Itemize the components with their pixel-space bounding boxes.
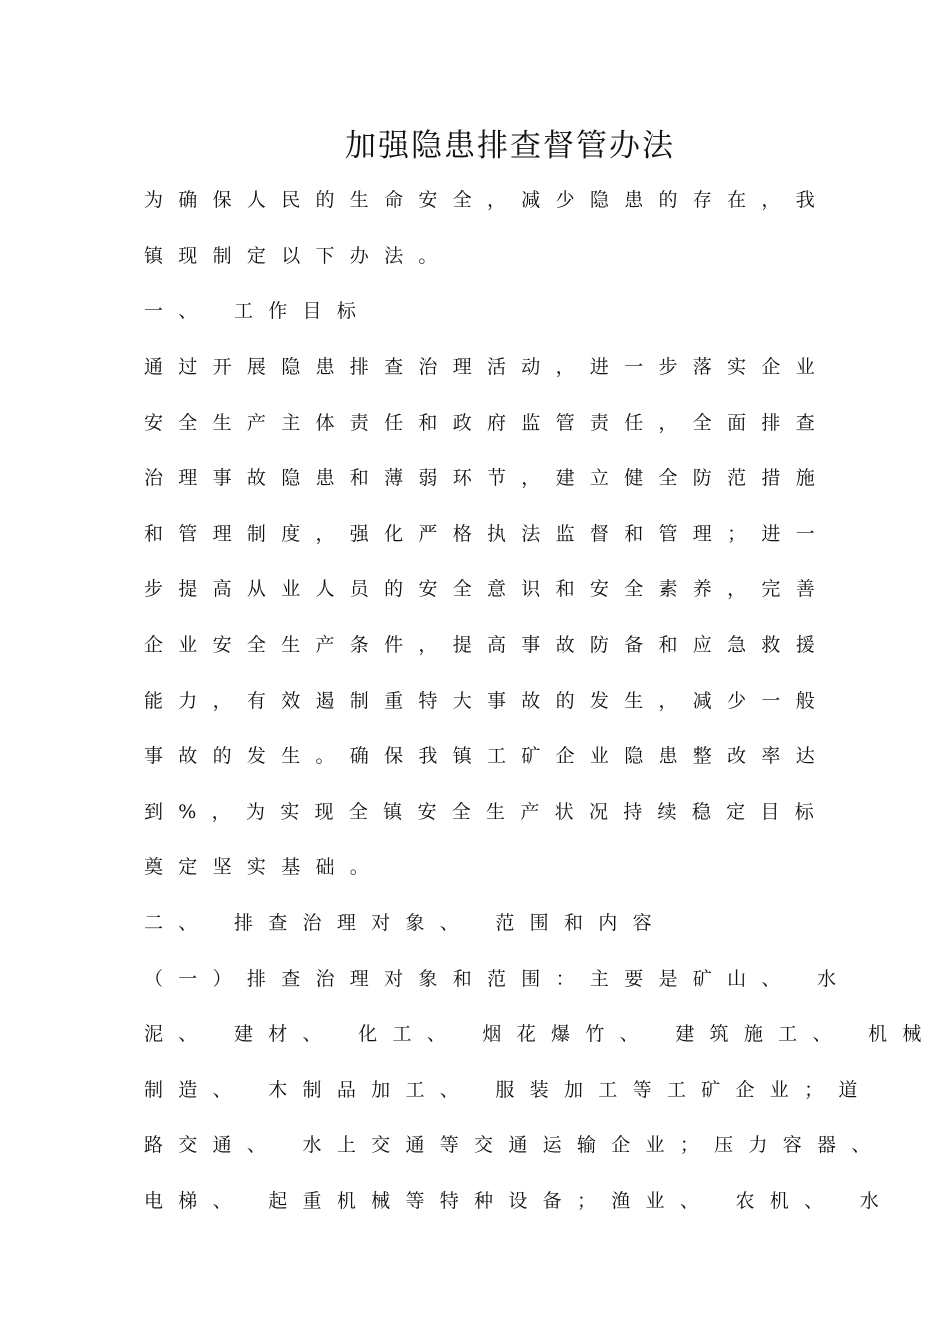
- body-line-18: 路交通、 水上交通等交通运输企业；压力容器、: [144, 1134, 886, 1156]
- section-heading-1: 一、 工作目标: [144, 300, 372, 322]
- body-line-17: 制造、 木制品加工、 服装加工等工矿企业；道: [144, 1079, 873, 1101]
- body-line-16: 泥、 建材、 化工、 烟花爆竹、 建筑施工、 机械: [144, 1023, 937, 1045]
- body-line-15: （一）排查治理对象和范围：主要是矿山、 水: [144, 968, 852, 990]
- body-line-7: 和管理制度，强化严格执法监督和管理；进一: [144, 523, 831, 545]
- body-line-6: 治理事故隐患和薄弱环节，建立健全防范措施: [144, 467, 831, 489]
- body-line-10: 能力，有效遏制重特大事故的发生，减少一般: [144, 690, 831, 712]
- body-line-11: 事故的发生。确保我镇工矿企业隐患整改率达: [144, 745, 831, 767]
- body-line-8: 步提高从业人员的安全意识和安全素养，完善: [144, 578, 831, 600]
- body-line-5: 安全生产主体责任和政府监管责任，全面排查: [144, 412, 831, 434]
- section-heading-2: 二、 排查治理对象、 范围和内容: [144, 912, 667, 934]
- body-line-4: 通过开展隐患排查治理活动，进一步落实企业: [144, 356, 831, 378]
- body-line-12: 到%，为实现全镇安全生产状况持续稳定目标: [144, 801, 830, 823]
- body-line-19: 电梯、 起重机械等特种设备；渔业、 农机、 水: [144, 1190, 895, 1212]
- document-title: 加强隐患排查督管办法: [345, 128, 675, 164]
- body-line-13: 奠定坚实基础。: [144, 856, 385, 878]
- body-line-9: 企业安全生产条件，提高事故防备和应急救援: [144, 634, 831, 656]
- body-line-1: 为确保人民的生命安全，减少隐患的存在，我: [144, 189, 831, 211]
- body-line-2: 镇现制定以下办法。: [144, 245, 453, 267]
